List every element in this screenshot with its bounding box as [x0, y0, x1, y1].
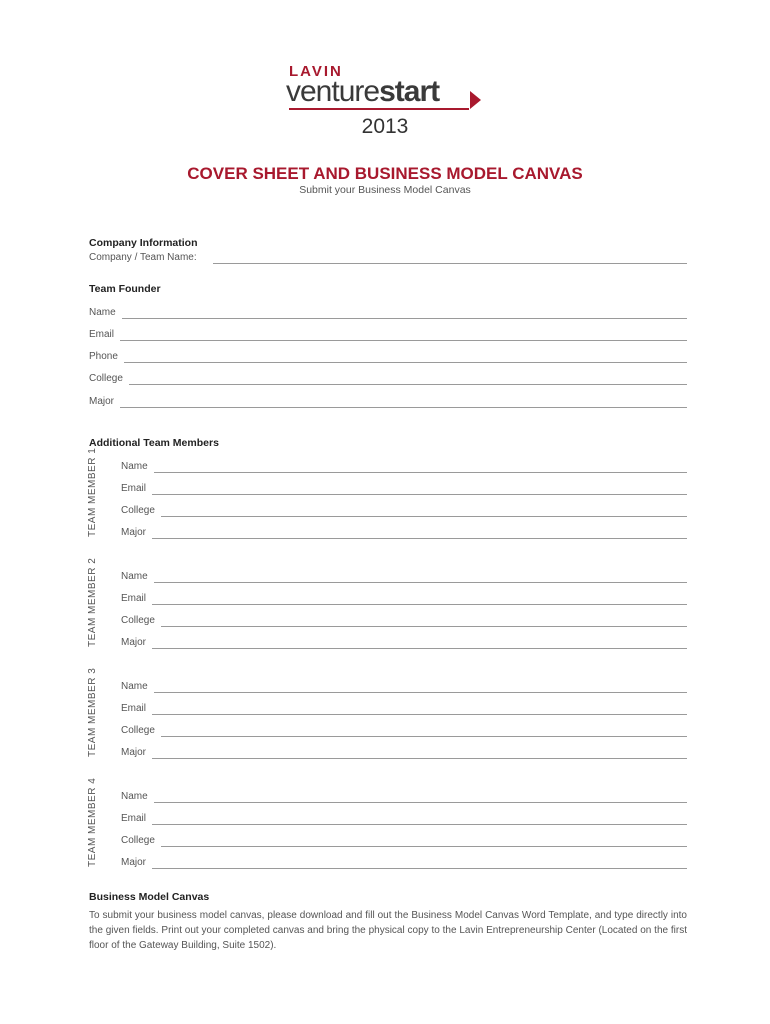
team-member-1-label: TEAM MEMBER 1 — [87, 447, 98, 537]
member-field-line[interactable] — [161, 836, 687, 847]
member-field-label: College — [121, 725, 155, 736]
member-field-label: Major — [121, 747, 147, 758]
team-member-2-field-1[interactable] — [121, 591, 687, 605]
member-field-line[interactable] — [161, 506, 687, 517]
logo-venture-text: venture — [286, 75, 380, 108]
member-field-line[interactable] — [154, 462, 687, 473]
member-field-line[interactable] — [154, 792, 687, 803]
founder-field-label: Name — [89, 307, 116, 318]
company-info-heading: Company Information — [89, 237, 198, 249]
member-field-line[interactable] — [152, 484, 687, 495]
member-field-label: Major — [121, 527, 147, 538]
team-member-2-label: TEAM MEMBER 2 — [87, 557, 98, 647]
member-field-line[interactable] — [152, 858, 687, 869]
founder-field-line[interactable] — [120, 330, 687, 341]
logo-underline — [289, 108, 469, 110]
founder-field-label: Email — [89, 329, 115, 340]
member-field-line[interactable] — [154, 682, 687, 693]
member-field-label: Name — [121, 461, 148, 472]
team-member-2-field-2[interactable] — [121, 613, 687, 627]
team-member-3-field-0[interactable] — [121, 679, 687, 693]
page-title: COVER SHEET AND BUSINESS MODEL CANVAS — [187, 164, 583, 183]
team-founder-heading: Team Founder — [89, 283, 161, 295]
team-member-4-field-3[interactable] — [121, 855, 687, 869]
founder-field-4[interactable] — [89, 394, 687, 408]
company-name-field[interactable] — [89, 250, 687, 264]
team-member-1-field-0[interactable] — [121, 459, 687, 473]
team-member-4-field-1[interactable] — [121, 811, 687, 825]
team-member-3-field-1[interactable] — [121, 701, 687, 715]
logo-wordmark — [286, 75, 439, 109]
member-field-line[interactable] — [154, 572, 687, 583]
founder-field-label: Phone — [89, 351, 118, 362]
team-member-4-field-0[interactable] — [121, 789, 687, 803]
logo-lavin-text: LAVIN — [289, 63, 343, 80]
founder-field-label: Major — [89, 396, 115, 407]
bmc-heading: Business Model Canvas — [89, 891, 210, 903]
additional-members-heading: Additional Team Members — [89, 437, 219, 449]
founder-field-2[interactable] — [89, 349, 687, 363]
member-field-line[interactable] — [152, 638, 687, 649]
team-member-2-field-3[interactable] — [121, 635, 687, 649]
member-field-line[interactable] — [161, 726, 687, 737]
team-member-3-field-3[interactable] — [121, 745, 687, 759]
team-member-3-field-2[interactable] — [121, 723, 687, 737]
member-field-label: Major — [121, 637, 147, 648]
member-field-label: Email — [121, 813, 147, 824]
member-field-label: Email — [121, 593, 147, 604]
logo-start-text: start — [379, 75, 440, 108]
founder-field-3[interactable] — [89, 371, 687, 385]
team-member-1-field-2[interactable] — [121, 503, 687, 517]
member-field-label: College — [121, 835, 155, 846]
founder-field-line[interactable] — [124, 352, 687, 363]
member-field-label: Name — [121, 681, 148, 692]
logo-arrow-icon — [470, 91, 481, 109]
member-field-line[interactable] — [161, 616, 687, 627]
member-field-label: College — [121, 615, 155, 626]
member-field-line[interactable] — [152, 704, 687, 715]
member-field-line[interactable] — [152, 594, 687, 605]
founder-field-0[interactable] — [89, 305, 687, 319]
founder-field-label: College — [89, 373, 123, 384]
year: 2013 — [361, 115, 409, 138]
bmc-instructions: To submit your business model canvas, please download and fill out the Business Model Canvas Word Template, and type directly into the given fields. Print out your completed canvas and bring the physical copy to the Lavin Entrepreneurship Center (Located on the first floor of the Gateway Building, Suite 1502). — [89, 910, 687, 951]
founder-field-1[interactable] — [89, 327, 687, 341]
member-field-label: Major — [121, 857, 147, 868]
page-subtitle: Submit your Business Model Canvas — [299, 184, 471, 196]
member-field-label: College — [121, 505, 155, 516]
company-name-line[interactable] — [213, 253, 687, 264]
team-member-1-field-3[interactable] — [121, 525, 687, 539]
team-member-2-field-0[interactable] — [121, 569, 687, 583]
member-field-label: Name — [121, 571, 148, 582]
company-name-label: Company / Team Name: — [89, 252, 197, 263]
team-member-1-field-1[interactable] — [121, 481, 687, 495]
team-member-4-field-2[interactable] — [121, 833, 687, 847]
team-member-3-label: TEAM MEMBER 3 — [87, 667, 98, 757]
member-field-line[interactable] — [152, 748, 687, 759]
founder-field-line[interactable] — [129, 374, 687, 385]
founder-field-line[interactable] — [120, 397, 687, 408]
member-field-label: Email — [121, 483, 147, 494]
member-field-label: Email — [121, 703, 147, 714]
team-member-4-label: TEAM MEMBER 4 — [87, 777, 98, 867]
founder-field-line[interactable] — [122, 308, 687, 319]
member-field-line[interactable] — [152, 528, 687, 539]
member-field-line[interactable] — [152, 814, 687, 825]
member-field-label: Name — [121, 791, 148, 802]
